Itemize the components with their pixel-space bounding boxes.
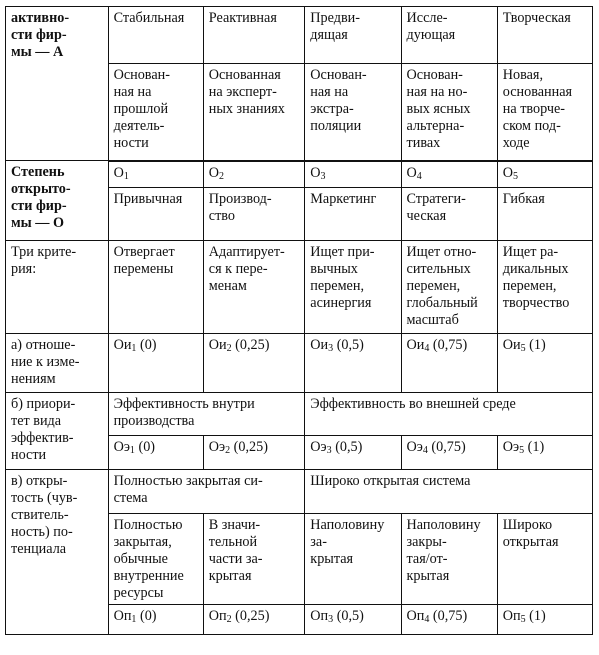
change-attitude-cell: $Ои_5$ (1) (497, 333, 592, 392)
activity-description-cell: Основанная на эксперт- ных знаниях (203, 64, 305, 161)
openness-name-cell: Гибкая (497, 187, 592, 240)
activity-description-cell: Новая, основанная на творче- ском под- ходе (497, 64, 592, 161)
activity-description-cell: Основан- ная на прошлой деятель- ности (108, 64, 203, 161)
firm-activity-openness-table (5, 6, 593, 635)
efficiency-external-group: Эффективность во внешней среде (305, 392, 593, 435)
activity-description-cell: Основан- ная на экстра- поляции (305, 64, 401, 161)
activity-type-cell: Творческая (497, 7, 592, 64)
potential-cell: $Оп_2$ (0,25) (203, 604, 305, 634)
openness-name-cell: Привычная (108, 187, 203, 240)
change-attitude-label: а) отноше- ние к изме- нениям (6, 333, 109, 392)
efficiency-cell: $Оэ_3$ (0,5) (305, 435, 401, 469)
activity-type-cell: Стабильная (108, 7, 203, 64)
change-attitude-cell: $Ои_1$ (0) (108, 333, 203, 392)
efficiency-label: б) приори- тет вида эффектив- ности (6, 392, 109, 469)
criteria-cell: Ищет отно- сительных перемен, глобальный масштаб (401, 240, 497, 333)
efficiency-cell: $Оэ_5$ (1) (497, 435, 592, 469)
potential-description-cell: Наполовину за- крытая (305, 513, 401, 604)
activity-type-cell: Иссле- дующая (401, 7, 497, 64)
potential-cell: $Оп_4$ (0,75) (401, 604, 497, 634)
potential-cell: $Оп_3$ (0,5) (305, 604, 401, 634)
activity-type-cell: Реактивная (203, 7, 305, 64)
potential-open-group: Широко открытая система (305, 469, 593, 513)
potential-cell: $Оп_5$ (1) (497, 604, 592, 634)
criteria-cell: Отвергает перемены (108, 240, 203, 333)
potential-label: в) откры- тость (чув- ствитель- ность) по- тенциала (6, 469, 109, 634)
openness-label: Степень открыто- сти фир- мы — О (6, 161, 109, 241)
criteria-cell: Ищет при- вычных перемен, асинергия (305, 240, 401, 333)
change-attitude-cell: $Ои_4$ (0,75) (401, 333, 497, 392)
openness-code-cell: $O_5$ (497, 161, 592, 188)
change-attitude-cell: $Ои_3$ (0,5) (305, 333, 401, 392)
openness-code-cell: $O_3$ (305, 161, 401, 188)
efficiency-cell: $Оэ_1$ (0) (108, 435, 203, 469)
potential-description-cell: В значи- тельной части за- крытая (203, 513, 305, 604)
efficiency-cell: $Оэ_2$ (0,25) (203, 435, 305, 469)
efficiency-internal-group: Эффективность внутри производства (108, 392, 305, 435)
criteria-cell: Адаптирует- ся к пере- менам (203, 240, 305, 333)
activity-type-cell: Предви- дящая (305, 7, 401, 64)
efficiency-cell: $Оэ_4$ (0,75) (401, 435, 497, 469)
potential-description-cell: Полностью закрытая, обычные внутренние ресурсы (108, 513, 203, 604)
criteria-cell: Ищет ра- дикальных перемен, творчество (497, 240, 592, 333)
change-attitude-cell: $Ои_2$ (0,25) (203, 333, 305, 392)
openness-name-cell: Производ- ство (203, 187, 305, 240)
openness-code-cell: $O_4$ (401, 161, 497, 188)
activity-label: активно- сти фир- мы — А (6, 7, 109, 161)
activity-description-cell: Основан- ная на но- вых ясных альтерна- тивах (401, 64, 497, 161)
openness-code-cell: $O_2$ (203, 161, 305, 188)
openness-name-cell: Стратеги- ческая (401, 187, 497, 240)
potential-cell: $Оп_1$ (0) (108, 604, 203, 634)
potential-description-cell: Широко открытая (497, 513, 592, 604)
criteria-label: Три крите- рия: (6, 240, 109, 333)
openness-code-cell: $O_1$ (108, 161, 203, 188)
openness-name-cell: Маркетинг (305, 187, 401, 240)
potential-description-cell: Наполовину закры- тая/от- крытая (401, 513, 497, 604)
potential-closed-group: Полностью закрытая си- стема (108, 469, 305, 513)
